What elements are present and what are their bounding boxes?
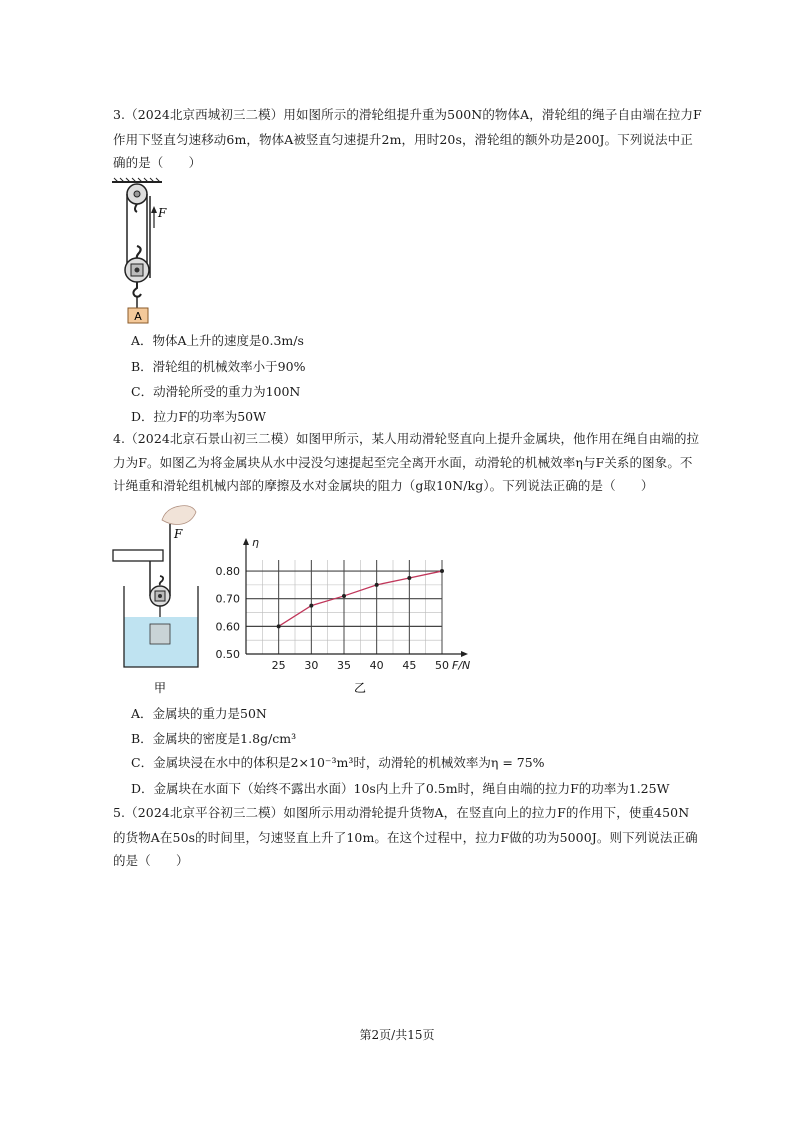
chart-x-axis-arrow xyxy=(461,651,468,657)
chart-y-tick-label: 0.50 xyxy=(215,648,240,661)
q5-stem-line2: 的货物A在50s的时间里，匀速竖直上升了10m。在这个过程中，拉力F做的功为5000J。则下列说法正确 xyxy=(113,830,698,845)
chart-x-tick-label: 35 xyxy=(337,659,351,672)
chart-y-tick-label: 0.70 xyxy=(215,592,240,606)
q3-force-label: F xyxy=(158,206,167,220)
chart-x-tick-label: 45 xyxy=(402,659,417,672)
chart-y-tick-label: 0.80 xyxy=(215,565,240,579)
q3-option-b[interactable]: B．滑轮组的机械效率小于90% xyxy=(131,359,306,374)
q4-label-yi: 乙 xyxy=(353,681,367,695)
chart-y-axis-label: η xyxy=(252,536,259,549)
q3-option-c[interactable]: C．动滑轮所受的重力为100N xyxy=(131,384,301,399)
q4-chart-yi xyxy=(210,536,480,696)
q4-label-yi-wrap xyxy=(340,678,380,698)
chart-x-axis-label: F/N xyxy=(452,659,471,672)
chart-x-tick-label: 40 xyxy=(369,659,384,672)
q4-option-a[interactable]: A．金属块的重力是50N xyxy=(131,706,267,721)
chart-x-tick-label: 25 xyxy=(271,659,286,672)
q4-option-c[interactable]: C．金属块浸在水中的体积是2×10⁻³m³时，动滑轮的机械效率为η = 75% xyxy=(131,755,545,770)
q4-option-b[interactable]: B．金属块的密度是1.8g/cm³ xyxy=(131,731,297,746)
q4-stem-line2: 力为F。如图乙为将金属块从水中浸没匀速提起至完全离开水面，动滑轮的机械效率η与F关系的图象。不 xyxy=(113,455,693,470)
q3-stem-line3: 确的是（ ） xyxy=(113,155,202,170)
q5-stem-line3: 的是（ ） xyxy=(113,853,189,868)
q3-box-label: A xyxy=(134,310,142,323)
q3-stem-line2: 作用下竖直匀速移动6m，物体A被竖直匀速提升2m，用时20s，滑轮组的额外功是200J。下列说法中正 xyxy=(113,132,693,147)
q5-stem-line1: 5.（2024北京平谷初三二模）如图所示用动滑轮提升货物A，在竖直向上的拉力F的作用下，使重450N xyxy=(113,805,690,820)
chart-data-point xyxy=(375,583,379,587)
q3-option-a[interactable]: A．物体A上升的速度是0.3m/s xyxy=(131,333,304,348)
chart-x-tick-label: 30 xyxy=(304,659,319,672)
page-footer: 第2页/共15页 xyxy=(359,1028,435,1042)
chart-y-tick-label: 0.60 xyxy=(215,620,240,634)
q4-figure-jia xyxy=(110,504,210,694)
chart-data-point xyxy=(440,569,444,573)
q3-stem-line1: 3.（2024北京西城初三二模）用如图所示的滑轮组提升重为500N的物体A，滑轮组的绳子自由端在拉力F xyxy=(113,107,702,122)
chart-data-point xyxy=(277,624,281,628)
chart-x-tick-label: 50 xyxy=(435,659,449,672)
q4-stem-line3: 计绳重和滑轮组机械内部的摩擦及水对金属块的阻力（g取10N/kg）。下列说法正确的是（ ） xyxy=(113,478,654,493)
chart-y-axis-arrow xyxy=(243,538,249,545)
chart-data-point xyxy=(309,604,313,608)
q4-stem-line1: 4.（2024北京石景山初三二模）如图甲所示，某人用动滑轮竖直向上提升金属块，他作用在绳自由端的拉 xyxy=(113,431,700,446)
q4-option-d[interactable]: D．金属块在水面下（始终不露出水面）10s内上升了0.5m时，绳自由端的拉力F的功率为1.25W xyxy=(131,781,670,796)
q3-pulley-figure xyxy=(110,178,180,328)
chart-data-point xyxy=(407,576,411,580)
q3-option-d[interactable]: D．拉力F的功率为50W xyxy=(131,409,266,424)
chart-data-point xyxy=(342,594,346,598)
q4-label-jia: 甲 xyxy=(153,681,167,695)
q4-force-label: F xyxy=(174,527,183,541)
